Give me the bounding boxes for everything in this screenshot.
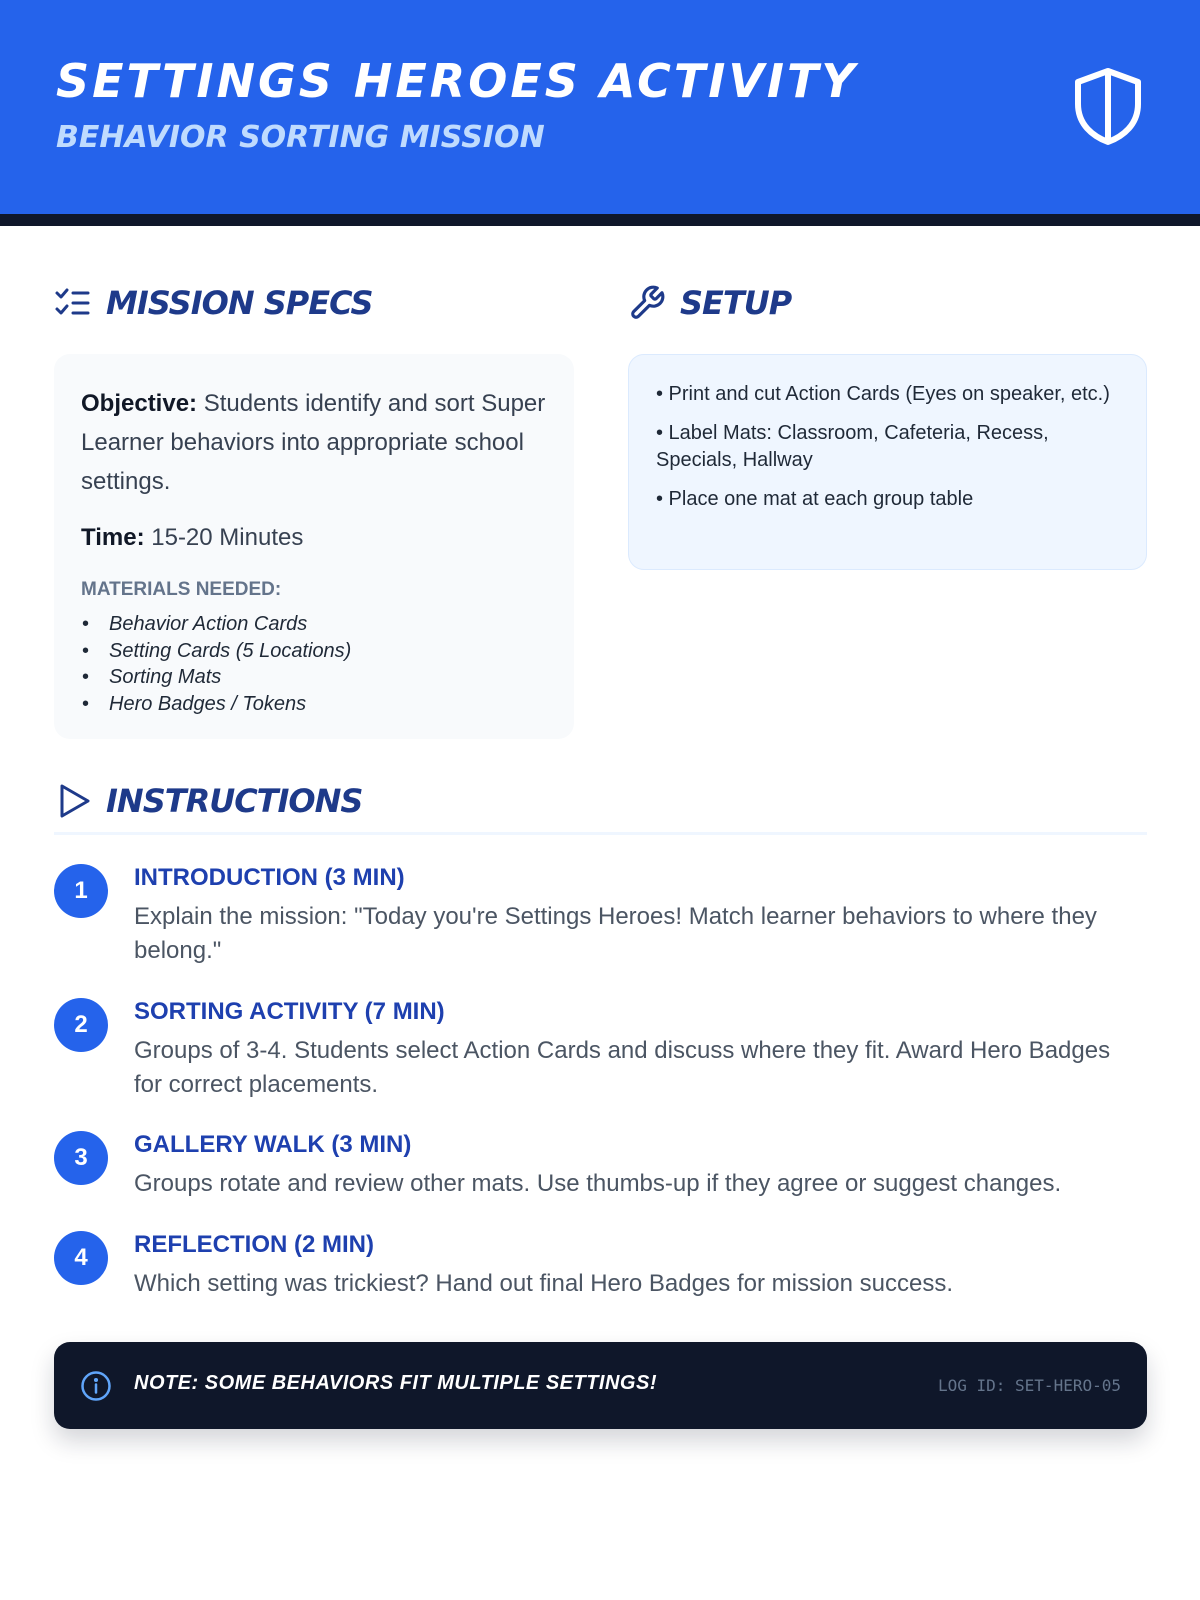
objective-label: Objective:: [81, 390, 198, 417]
step-body: [134, 1231, 1144, 1301]
instructions-heading: [58, 782, 362, 820]
step-text: Groups rotate and review other mats. Use thumbs-up if they agree or suggest changes.: [134, 1170, 1062, 1197]
objective-value: Students identify and sort Super Learner behaviors into appropriate school settings.: [81, 390, 546, 495]
step-body: [134, 1131, 1144, 1201]
setup-card: [628, 354, 1147, 570]
step-title: INTRODUCTION (3 MIN): [134, 864, 405, 891]
step-text: Groups of 3-4. Students select Action Cards and discuss where they fit. Award Hero Badges for correct placements.: [134, 1037, 1111, 1098]
step-text: Which setting was trickiest? Hand out final Hero Badges for mission success.: [134, 1270, 954, 1297]
step-text: Explain the mission: "Today you're Settings Heroes! Match learner behaviors to where they belong.": [134, 903, 1097, 964]
objective-text: [81, 384, 547, 501]
log-id: LOG ID: SET-HERO-05: [937, 1376, 1121, 1395]
wrench-icon: [628, 284, 666, 322]
step-number-badge: 3: [54, 1131, 108, 1185]
materials-list: [81, 611, 547, 717]
setup-item: • Label Mats: Classroom, Cafeteria, Recess, Specials, Hallway: [656, 422, 1049, 471]
note-banner: [54, 1342, 1147, 1429]
step-number-badge: 2: [54, 998, 108, 1052]
step-title: REFLECTION (2 MIN): [134, 1231, 374, 1258]
page-title: SETTINGS HEROES ACTIVITY: [56, 54, 858, 108]
materials-item: • Setting Cards (5 Locations): [81, 638, 547, 665]
play-icon: [58, 782, 92, 820]
time-text: [81, 518, 547, 557]
header-banner: [0, 0, 1200, 214]
page-subtitle: BEHAVIOR SORTING MISSION: [56, 120, 545, 155]
time-value: 15-20 Minutes: [144, 524, 304, 551]
step-number-badge: 1: [54, 864, 108, 918]
note-text: NOTE: SOME BEHAVIORS FIT MULTIPLE SETTINGS!: [134, 1372, 657, 1394]
time-label: Time:: [81, 524, 145, 551]
mission-specs-card: [54, 354, 574, 739]
step-body: [134, 998, 1144, 1102]
step-title: SORTING ACTIVITY (7 MIN): [134, 998, 445, 1025]
setup-title: SETUP: [680, 284, 792, 322]
step-body: [134, 864, 1144, 968]
header-divider: [0, 214, 1200, 226]
setup-item: • Place one mat at each group table: [656, 488, 974, 510]
instructions-title: INSTRUCTIONS: [106, 782, 363, 820]
materials-item: • Hero Badges / Tokens: [81, 691, 547, 718]
materials-item: • Behavior Action Cards: [81, 611, 547, 638]
mission-specs-heading: [54, 284, 372, 322]
setup-heading: [628, 284, 791, 322]
info-icon: [80, 1370, 112, 1402]
step-number-badge: 4: [54, 1231, 108, 1285]
materials-item: • Sorting Mats: [81, 664, 547, 691]
instructions-divider: [54, 832, 1147, 835]
checklist-icon: [54, 287, 92, 319]
mission-specs-title: MISSION SPECS: [106, 284, 373, 322]
setup-item: • Print and cut Action Cards (Eyes on speaker, etc.): [656, 383, 1110, 405]
shield-icon: [1072, 66, 1144, 146]
step-title: GALLERY WALK (3 MIN): [134, 1131, 412, 1158]
materials-label: MATERIALS NEEDED:: [81, 579, 282, 600]
